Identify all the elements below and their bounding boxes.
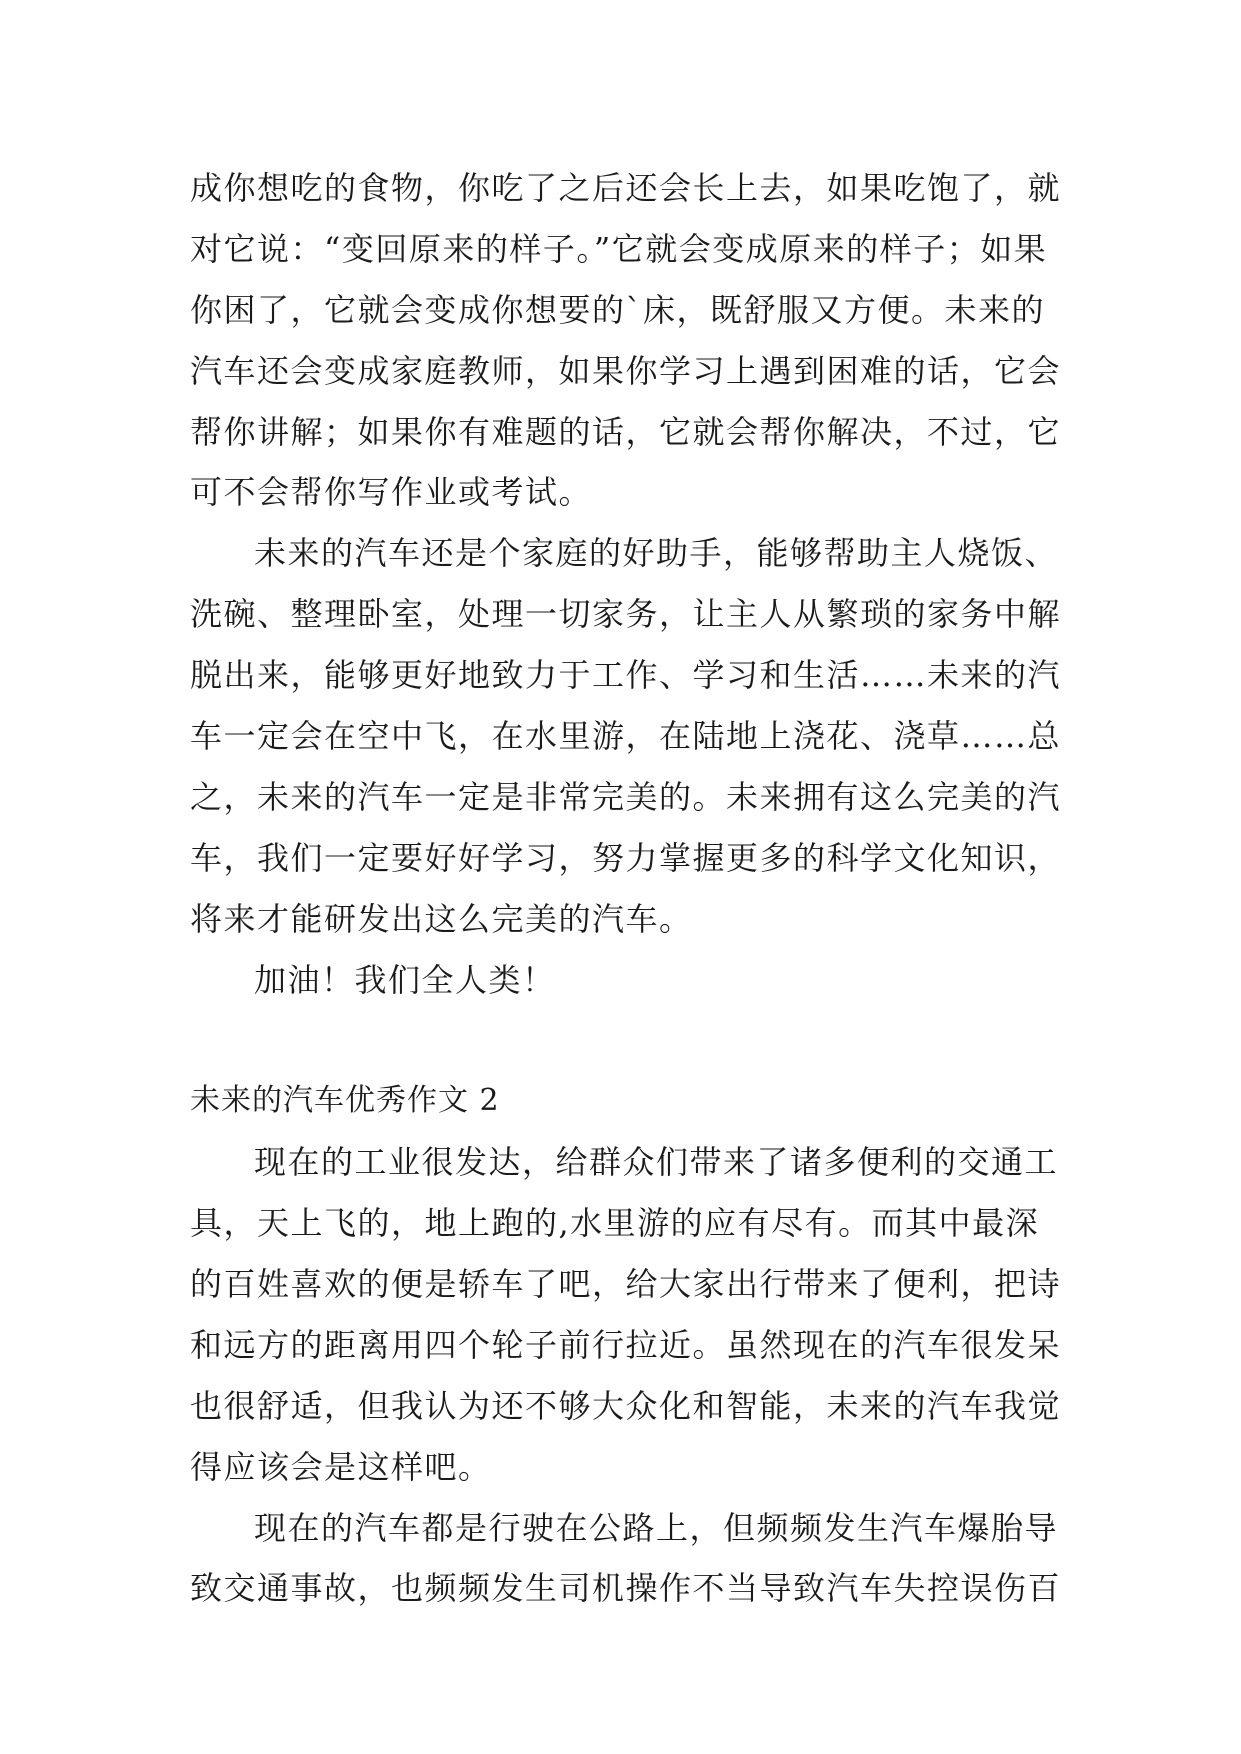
paragraph-1	[190, 158, 1070, 523]
paragraph-line: 脱出来，能够更好地致力于工作、学习和生活……未来的汽	[190, 656, 1062, 695]
paragraph-line: 车，我们一定要好好学习，努力掌握更多的科学文化知识，	[190, 838, 1062, 877]
paragraph-line: 具，天上飞的，地上跑的,水里游的应有尽有。而其中最深	[190, 1204, 1040, 1243]
paragraph-line: 车一定会在空中飞，在水里游，在陆地上浇花、浇草……总	[190, 717, 1062, 756]
paragraph-line: 现在的汽车都是行驶在公路上，但频频发生汽车爆胎导	[254, 1508, 1059, 1547]
paragraph-line: 将来才能研发出这么完美的汽车。	[190, 899, 693, 938]
paragraph-line: 的百姓喜欢的便是轿车了吧，给大家出行带来了便利，把诗	[190, 1265, 1062, 1304]
paragraph-line: 加油！我们全人类！	[254, 960, 556, 999]
paragraph-line: 得应该会是这样吧。	[190, 1447, 492, 1486]
paragraph-line: 洗碗、整理卧室，处理一切家务，让主人从繁琐的家务中解	[190, 595, 1062, 634]
paragraph-line: 未来的汽车还是个家庭的好助手，能够帮助主人烧饭、	[254, 534, 1059, 573]
paragraph-line: 可不会帮你写作业或考试。	[190, 473, 593, 512]
paragraph-line: 致交通事故，也频频发生司机操作不当导致汽车失控误伤百	[190, 1569, 1062, 1608]
paragraph-3	[190, 950, 1070, 1011]
paragraph-line: 帮你讲解；如果你有难题的话，它就会帮你解决，不过，它	[190, 412, 1062, 451]
paragraph-line: 成你想吃的食物，你吃了之后还会长上去，如果吃饱了，就	[190, 169, 1062, 207]
paragraph-5	[190, 1498, 1070, 1620]
paragraph-4	[190, 1132, 1070, 1497]
paragraph-line: 和远方的距离用四个轮子前行拉近。虽然现在的汽车很发呆	[190, 1325, 1062, 1364]
paragraph-line: 你困了，它就会变成你想要的`床，既舒服又方便。未来的	[190, 290, 1046, 329]
paragraph-line: 现在的工业很发达，给群众们带来了诸多便利的交通工	[254, 1143, 1059, 1182]
paragraph-line: 汽车还会变成家庭教师，如果你学习上遇到困难的话，它会	[190, 351, 1062, 390]
paragraph-line: 也很舒适，但我认为还不够大众化和智能，未来的汽车我觉	[190, 1386, 1062, 1425]
section-heading	[190, 1071, 1070, 1132]
paragraph-line: 对它说：“变回原来的样子。”它就会变成原来的样子；如果	[190, 229, 1048, 268]
paragraph-line: 之，未来的汽车一定是非常完美的。未来拥有这么完美的汽	[190, 777, 1062, 816]
document-body	[190, 158, 1070, 1619]
paragraph-2	[190, 523, 1070, 949]
blank-line	[190, 1010, 1070, 1071]
section-title: 未来的汽车优秀作文 2	[190, 1083, 500, 1119]
